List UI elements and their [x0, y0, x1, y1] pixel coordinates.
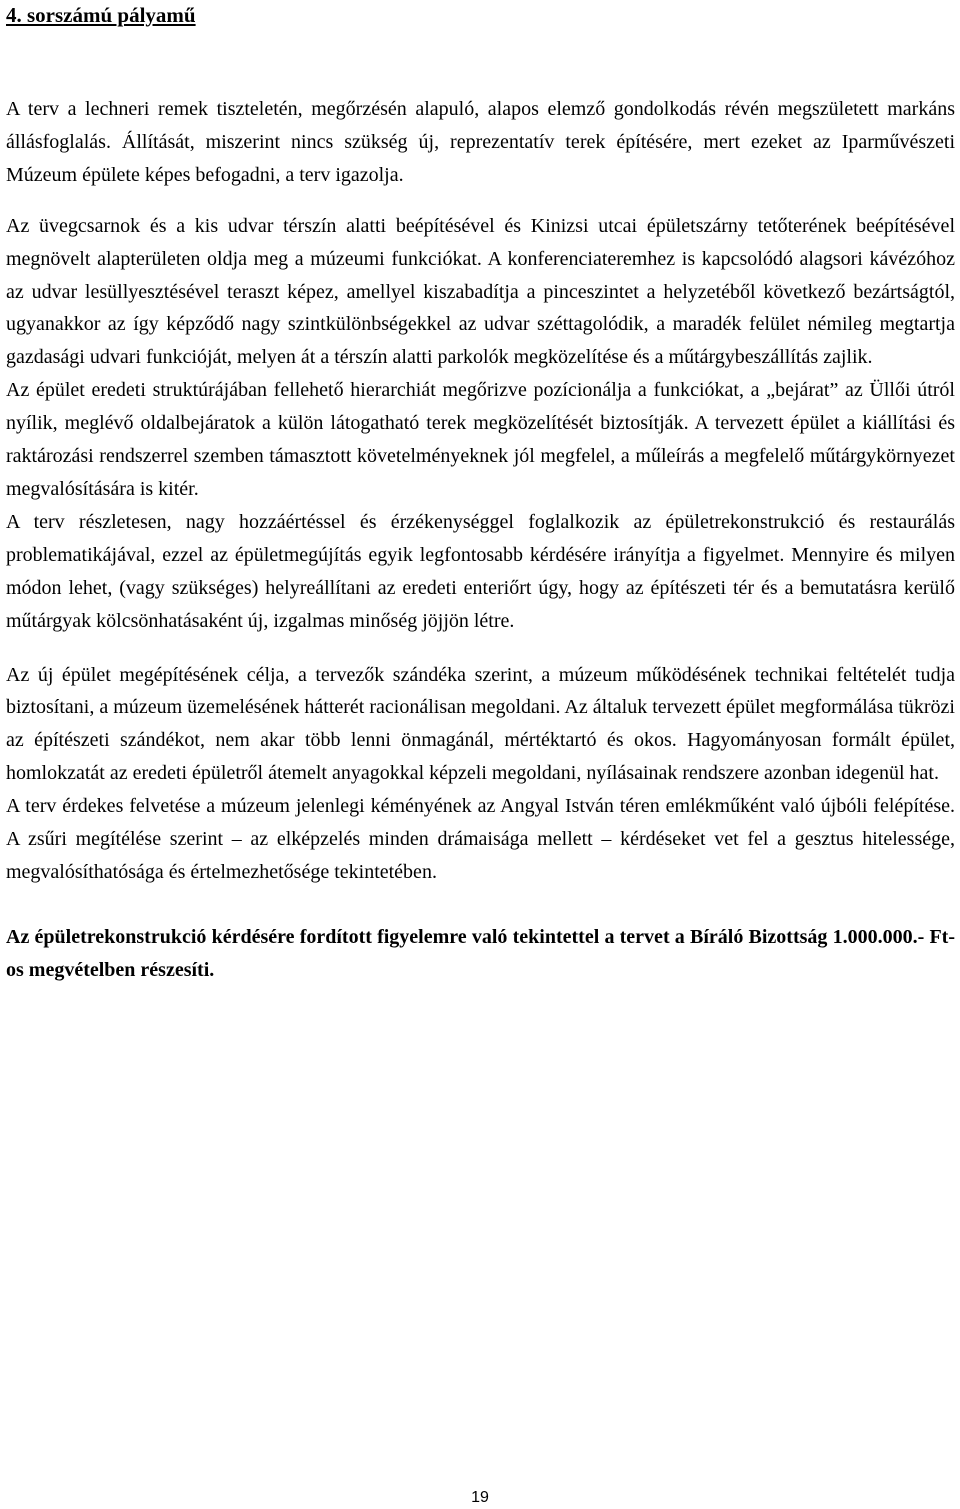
paragraph-verdict: Az épületrekonstrukció kérdésére fordított figyelemre való tekintettel a tervet a Bíráló Bizottság 1.000.000.- Ft-os megvételben részesíti.: [6, 925, 955, 981]
paragraph-reconstruction: A terv részletesen, nagy hozzáértéssel és érzékenységgel foglalkozik az épületrekonstrukció és restaurálás problematikájával, ezzel az épületmegújítás egyik legfontosabb kérdésére irányítja a figyelmet. Mennyire és milyen módon lehet, (vagy szükséges) helyreállítani az eredeti enteriőrt úgy, hogy az építészeti tér és a bemutatásra kerülő műtárgyak kölcsönhatásaként új, izgalmas minőség jöjjön létre.: [6, 510, 955, 632]
document-page: [6, 0, 955, 987]
paragraph-intro: A terv a lechneri remek tiszteletén, megőrzésén alapuló, alapos elemző gondolkodás révén megszületett markáns állásfoglalás. Állítását, miszerint nincs szükség új, reprezentatív terek építésére, mert ezeket az Iparművészeti Múzeum épülete képes befogadni, a terv igazolja.: [6, 98, 955, 186]
paragraph-courtyard: Az üvegcsarnok és a kis udvar térszín alatti beépítésével és Kinizsi utcai épületszárny tetőterének beépítésével megnövelt alapterületen oldja meg a múzeumi funkciókat. A konferenciateremhez is kapcsolódó alagsori kávézóhoz az udvar lesüllyesztésével teraszt képez, amellyel kiszabadítja a pinceszintet a helyzetéből következő bezártságtól, ugyanakkor az így képződő nagy szintkülönbségekkel az udvar széttagolódik, a maradék felület némileg megtartja gazdasági udvari funkcióját, melyen át a térszín alatti parkolók megközelítése és a műtárgybeszállítás zajlik.: [6, 214, 955, 369]
page-number: 19: [471, 1489, 489, 1506]
paragraph-chimney: A terv érdekes felvetése a múzeum jelenlegi kéményének az Angyal István téren emlékműként való újbóli felépítése. A zsűri megítélése szerint – az elképzelés minden drámaisága mellett – kérdéseket vet fel a gesztus hitelessége, megvalósíthatósága és értelmezhetősége tekintetében.: [6, 795, 955, 883]
section-heading: 4. sorszámú pályamű: [6, 3, 196, 27]
paragraph-structure: Az épület eredeti struktúrájában fellehető hierarchiát megőrizve pozícionálja a funkciókat, a „bejárat” az Üllői útról nyílik, meglévő oldalbejáratok a külön látogatható terek megközelítését biztosítják. A tervezett épület a kiállítási és raktározási rendszerrel szemben támasztott követelményeknek jól megfelel, a műleírás a megfelelő műtárgykörnyezet megvalósítására is kitér.: [6, 379, 955, 500]
paragraph-new-building: Az új épület megépítésének célja, a tervezők szándéka szerint, a múzeum működésének technikai feltételét tudja biztosítani, a múzeum üzemelésének hátterét racionálisan megoldani. Az általuk tervezett épület megformálása tükrözi az építészeti szándékot, nem akar több lenni önmagánál, mértéktartó és okos. Hagyományosan formált épület, homlokzatát az eredeti épületről átemelt anyagokkal képzeli megoldani, nyílásainak rendszere azonban idegenül hat.: [6, 663, 955, 785]
